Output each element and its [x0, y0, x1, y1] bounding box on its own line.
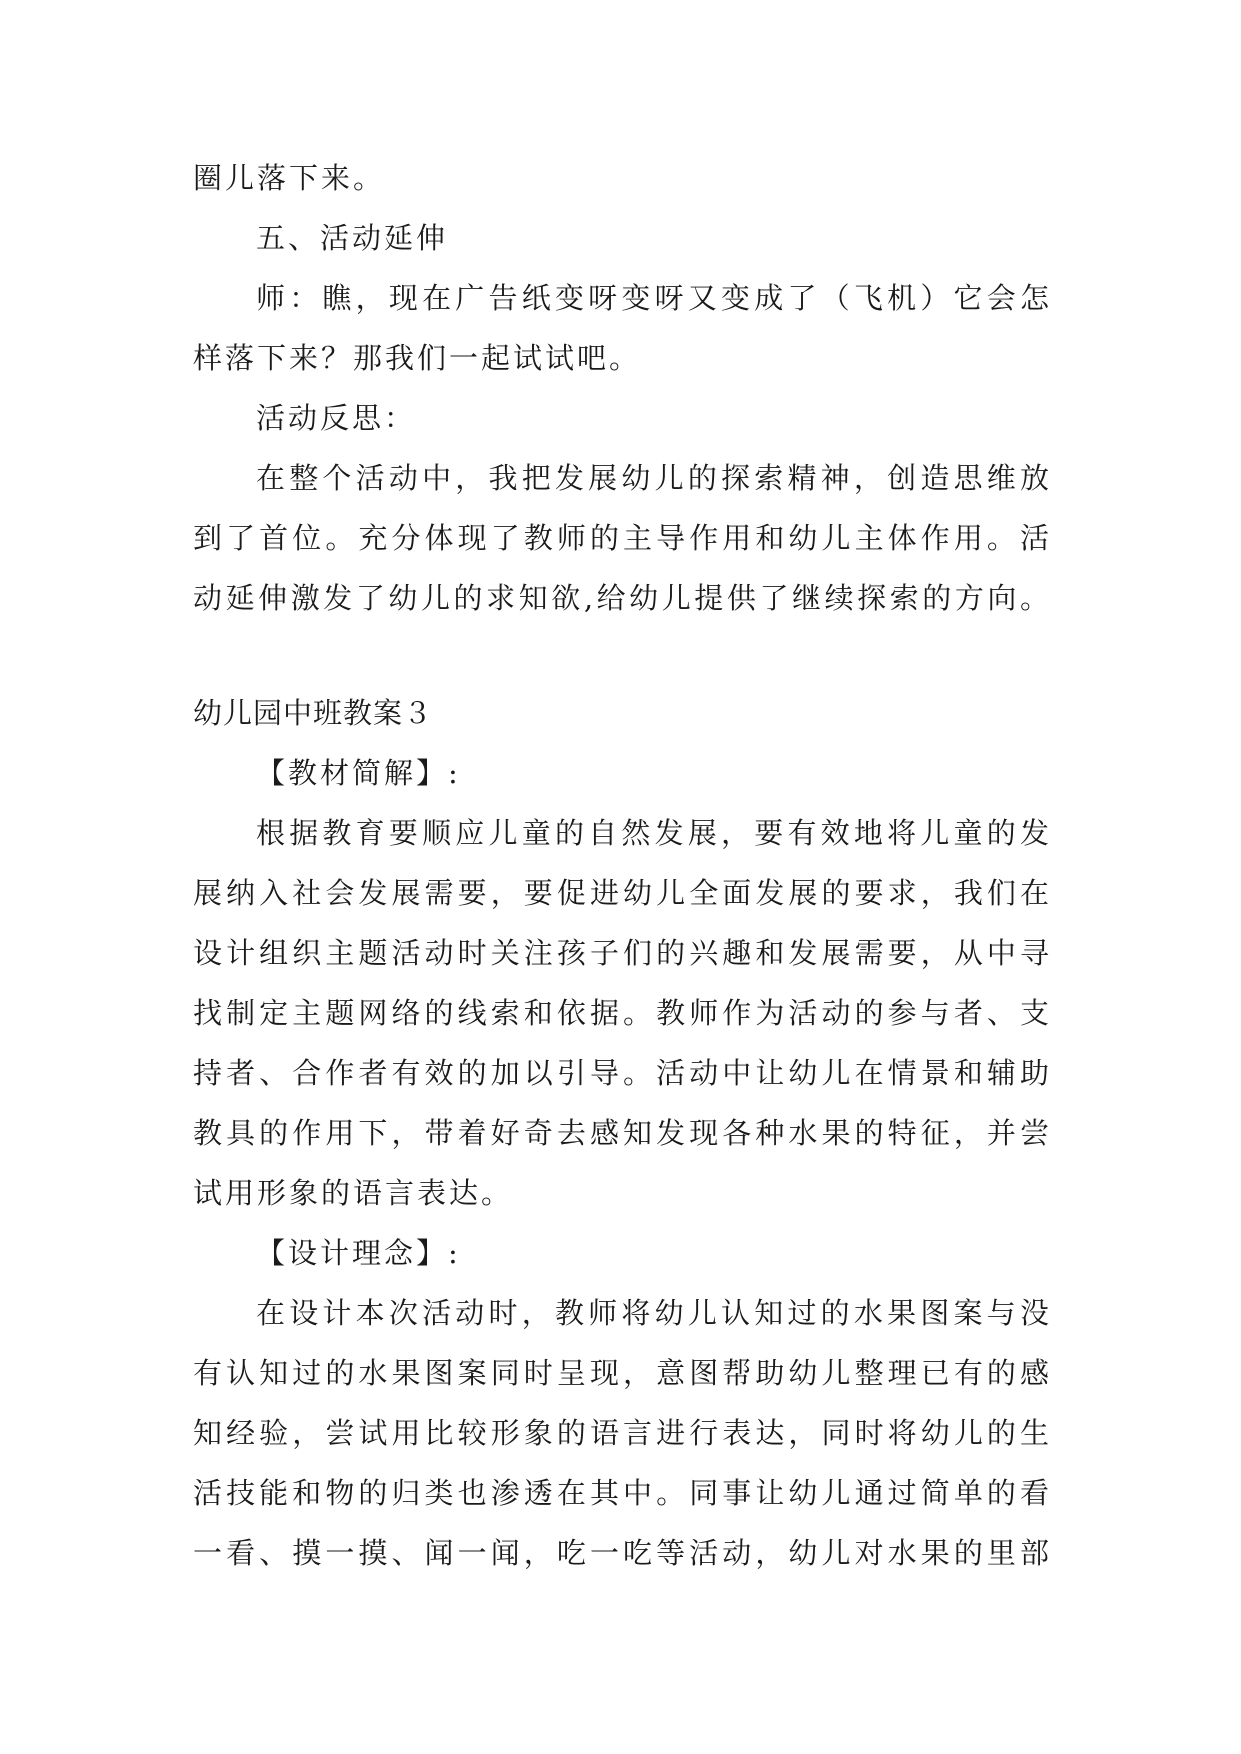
paragraph-line: 设计组织主题活动时关注孩子们的兴趣和发展需要，从中寻 — [193, 936, 1049, 970]
section-heading: 【设计理念】: — [256, 1236, 461, 1270]
paragraph-line: 有认知过的水果图案同时呈现，意图帮助幼儿整理已有的感 — [193, 1356, 1049, 1390]
section-heading: 五、活动延伸 — [256, 221, 449, 255]
document-title: 幼儿园中班教案３ — [193, 696, 434, 730]
paragraph-line: 教具的作用下，带着好奇去感知发现各种水果的特征，并尝 — [193, 1116, 1049, 1150]
paragraph-line: 试用形象的语言表达。 — [193, 1176, 514, 1210]
paragraph-line: 圈儿落下来。 — [193, 161, 386, 195]
paragraph-line: 一看、摸一摸、闻一闻，吃一吃等活动，幼儿对水果的里部 — [193, 1536, 1049, 1570]
paragraph-line: 知经验，尝试用比较形象的语言进行表达，同时将幼儿的生 — [193, 1416, 1049, 1450]
paragraph-line: 到了首位。充分体现了教师的主导作用和幼儿主体作用。活 — [193, 521, 1049, 555]
paragraph-line: 动延伸激发了幼儿的求知欲,给幼儿提供了继续探索的方向。 — [193, 581, 1049, 615]
paragraph-line: 样落下来？那我们一起试试吧。 — [193, 341, 642, 375]
paragraph-line: 展纳入社会发展需要，要促进幼儿全面发展的要求，我们在 — [193, 876, 1049, 910]
paragraph-line: 持者、合作者有效的加以引导。活动中让幼儿在情景和辅助 — [193, 1056, 1049, 1090]
paragraph-line: 活技能和物的归类也渗透在其中。同事让幼儿通过简单的看 — [193, 1476, 1049, 1510]
section-heading: 【教材简解】: — [256, 756, 461, 790]
section-heading: 活动反思： — [256, 401, 417, 435]
paragraph-line: 在设计本次活动时，教师将幼儿认知过的水果图案与没 — [256, 1296, 1049, 1330]
paragraph-line: 根据教育要顺应儿童的自然发展，要有效地将儿童的发 — [256, 816, 1049, 850]
paragraph-line: 找制定主题网络的线索和依据。教师作为活动的参与者、支 — [193, 996, 1049, 1030]
paragraph-line: 师：瞧，现在广告纸变呀变呀又变成了（飞机）它会怎 — [256, 281, 1049, 315]
paragraph-line: 在整个活动中，我把发展幼儿的探索精神，创造思维放 — [256, 461, 1049, 495]
